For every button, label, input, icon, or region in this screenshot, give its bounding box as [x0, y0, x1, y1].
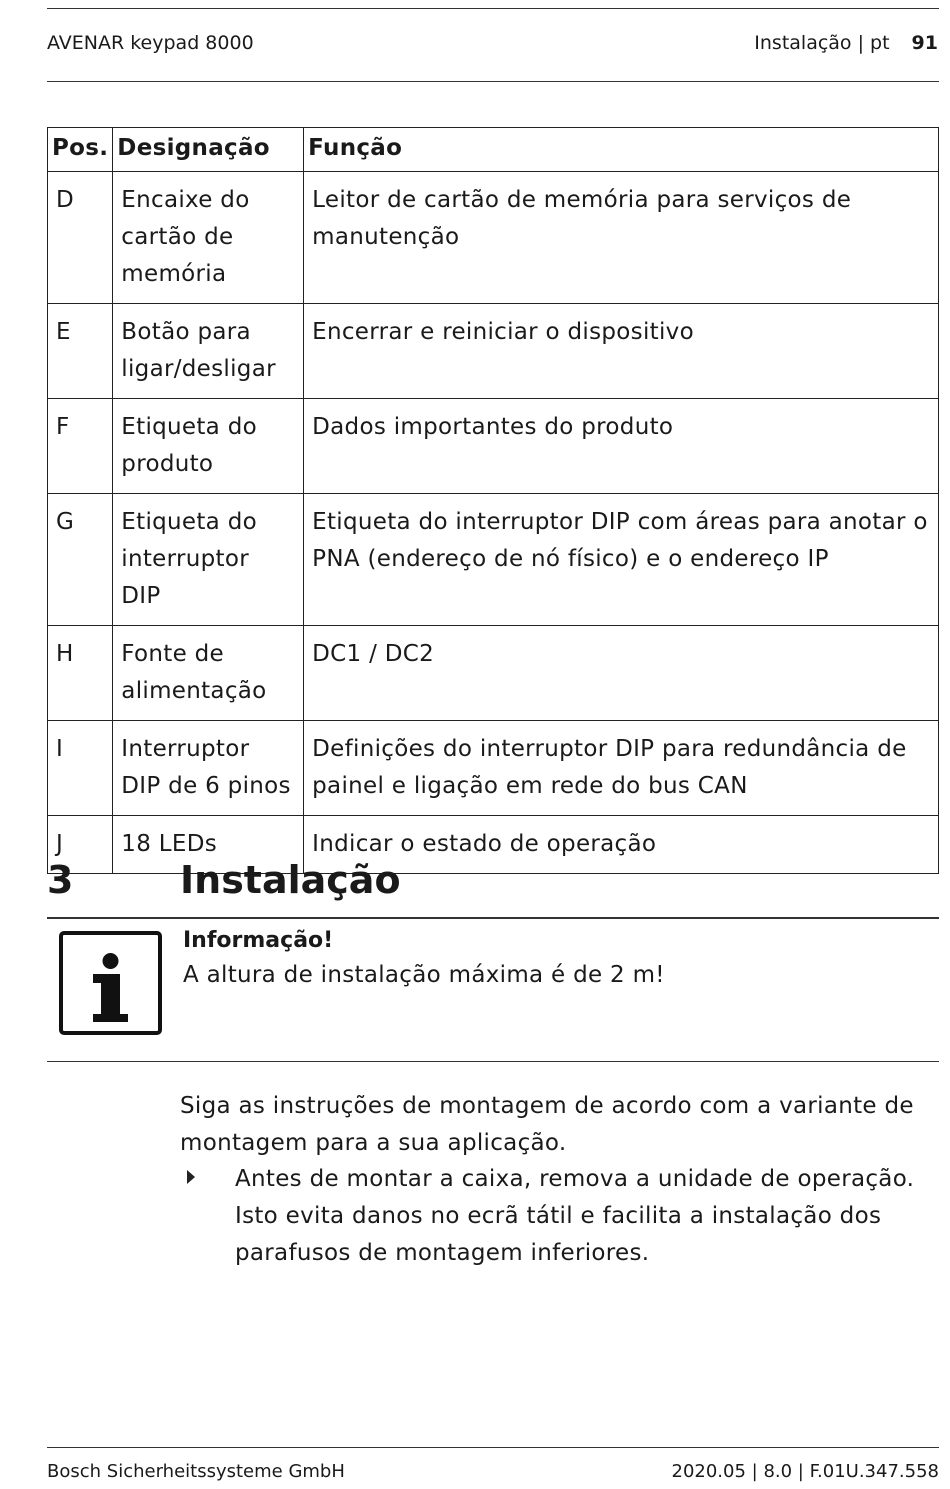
body-paragraph: Siga as instruções de montagem de acordo com a variante de montagem para a sua aplicação. — [180, 1093, 914, 1156]
cell-pos: E — [48, 304, 113, 399]
table-row — [48, 304, 939, 399]
table-row — [48, 399, 939, 494]
cell-designation: Botão para ligar/desligar — [113, 304, 304, 399]
footer-rule — [47, 1447, 939, 1448]
table-row — [48, 172, 939, 304]
col-header-pos: Pos. — [48, 128, 113, 172]
bullet-text: Antes de montar a caixa, remova a unidade de operação. Isto evita danos no ecrã tátil e facilita a instalação dos parafusos de montagem inferiores. — [235, 1166, 915, 1266]
cell-designation: Etiqueta do produto — [113, 399, 304, 494]
footer-doc-info: 2020.05 | 8.0 | F.01U.347.558 — [671, 1461, 939, 1482]
header-product: AVENAR keypad 8000 — [47, 32, 254, 54]
section-title: Instalação — [180, 858, 401, 902]
cell-function: Indicar o estado de operação — [304, 816, 939, 874]
cell-designation: 18 LEDs — [113, 816, 304, 874]
header-bottom-rule — [47, 81, 939, 82]
cell-function: DC1 / DC2 — [304, 626, 939, 721]
table-row — [48, 626, 939, 721]
bullet-triangle-icon — [187, 1170, 195, 1184]
info-glyph-icon — [63, 935, 158, 1031]
cell-pos: D — [48, 172, 113, 304]
cell-function: Etiqueta do interruptor DIP com áreas para anotar o PNA (endereço de nó físico) e o endereço IP — [304, 494, 939, 626]
info-text: A altura de instalação máxima é de 2 m! — [183, 962, 665, 988]
cell-function: Encerrar e reiniciar o dispositivo — [304, 304, 939, 399]
cell-pos: J — [48, 816, 113, 874]
section-rule — [47, 917, 939, 919]
cell-pos: F — [48, 399, 113, 494]
cell-pos: H — [48, 626, 113, 721]
table-header-row — [48, 128, 939, 172]
cell-pos: G — [48, 494, 113, 626]
component-table — [47, 127, 939, 874]
header-right — [754, 32, 938, 54]
section-number: 3 — [47, 858, 74, 902]
cell-function: Leitor de cartão de memória para serviços de manutenção — [304, 172, 939, 304]
header-top-rule — [47, 8, 939, 9]
footer-company: Bosch Sicherheitssysteme GmbH — [47, 1461, 345, 1482]
cell-designation: Etiqueta do interruptor DIP — [113, 494, 304, 626]
cell-function: Dados importantes do produto — [304, 399, 939, 494]
cell-designation: Encaixe do cartão de memória — [113, 172, 304, 304]
info-icon — [59, 931, 162, 1035]
cell-designation: Fonte de alimentação — [113, 626, 304, 721]
header-section: Instalação | pt — [754, 32, 890, 54]
cell-designation: Interruptor DIP de 6 pinos — [113, 721, 304, 816]
table-row — [48, 494, 939, 626]
cell-function: Definições do interruptor DIP para redundância de painel e ligação em rede do bus CAN — [304, 721, 939, 816]
col-header-designation: Designação — [113, 128, 304, 172]
page-number: 91 — [911, 32, 938, 54]
col-header-function: Função — [304, 128, 939, 172]
table-row — [48, 721, 939, 816]
cell-pos: I — [48, 721, 113, 816]
info-bottom-rule — [47, 1061, 939, 1062]
info-title: Informação! — [183, 928, 334, 953]
